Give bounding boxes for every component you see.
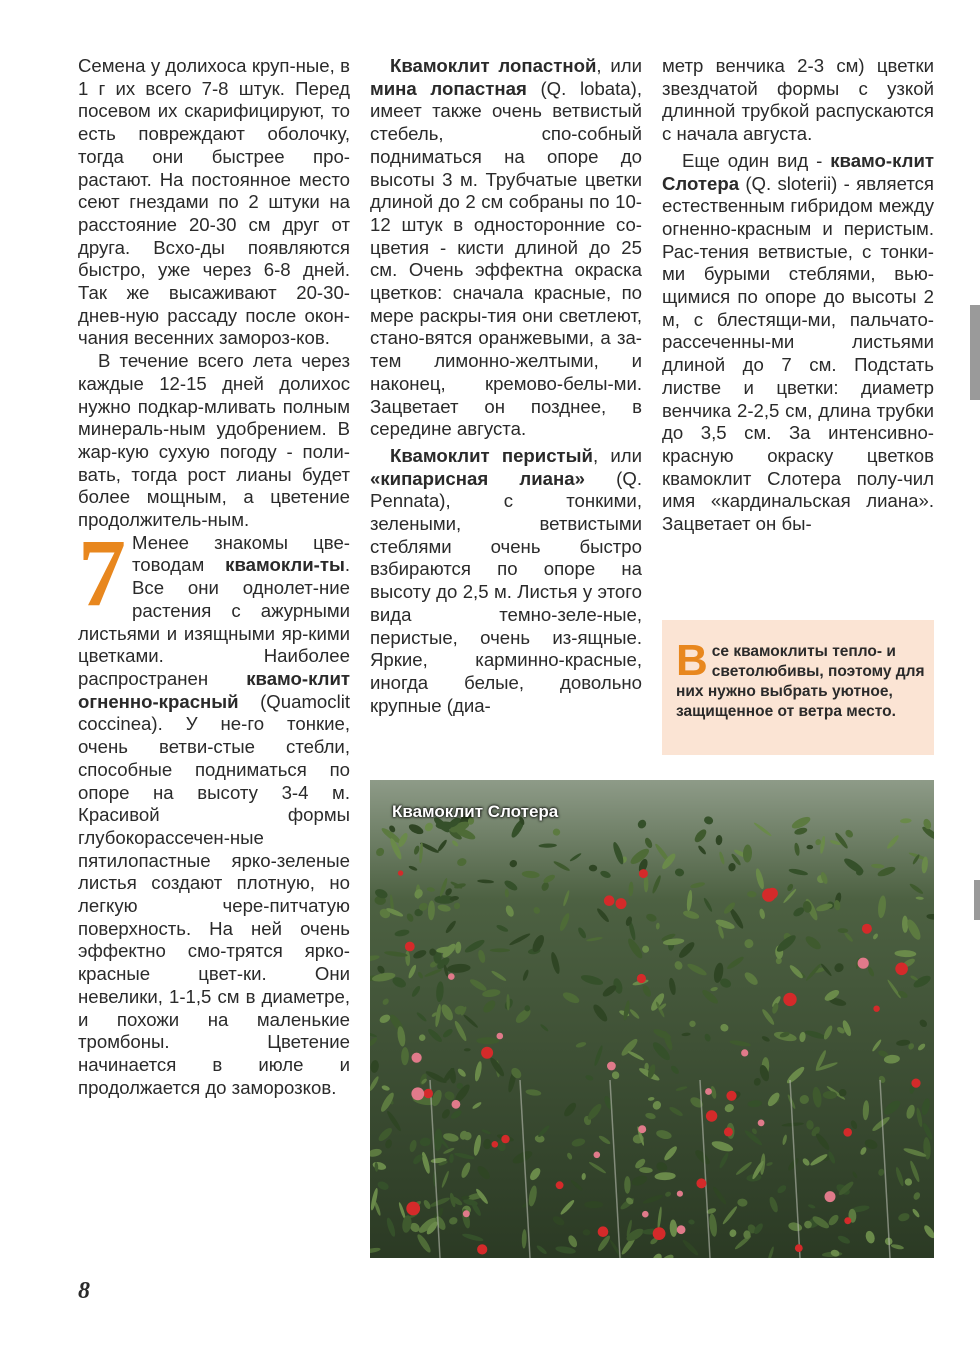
section-number: 7 — [78, 518, 126, 626]
flower — [481, 1047, 493, 1059]
column-1 — [78, 55, 350, 1099]
text-run: (Quamoclit coccinea). У не-го тонкие, очень ветви-стые стебли, способные подниматься по опоре на высоту 3-4 м. Красивой формы глубокорассечен-ные пятилопастные ярко-зеленые листья создают плотную, но легкую чере-питчатую поверхность. На ней очень эффектно смо-трятся ярко-красные цвет-ки. Они невелики, 1-1,5 см в диаметре, и похожи на маленькие тромбоны. Цветение начинается в июле и продолжается до заморозков. — [78, 690, 350, 1098]
callout-text — [676, 636, 926, 722]
paragraph — [662, 150, 934, 536]
flower — [758, 1120, 765, 1127]
flower — [843, 1128, 852, 1137]
text-run: (Q. sloterii) - является естественным гибридом между огненно-красным и перистым. Рас-тения ветвистые, с тонки-ми бурыми стеблями, вью-щимися по опоре до высоты 2 м, с блестящи-ми, пальчато-рассеченны-ми листьями длиной до 7 см. Подстать листве и цветки: диаметр венчика 2-2,5 см, длина трубки до 3,5 см. За интенсивно-красную окраску цветков квамоклит Слотера полу-чил имя «кардинальская лиана». Зацветает он бы- — [662, 172, 934, 535]
flower — [477, 1244, 487, 1254]
flower — [724, 1127, 733, 1136]
page-edge-mark — [974, 880, 980, 920]
flower — [677, 1225, 686, 1234]
flower — [767, 888, 778, 899]
flower — [637, 974, 646, 983]
callout-box — [662, 620, 934, 755]
species-name: квамо-клит огненно-красный — [78, 667, 350, 712]
photo-caption: Квамоклит Слотера — [392, 802, 559, 821]
flower — [556, 1181, 564, 1189]
flower — [607, 1062, 616, 1071]
species-name: Квамоклит лопастной — [390, 55, 597, 76]
leaf — [583, 1229, 591, 1235]
flower — [677, 1191, 683, 1197]
paragraph: Семена у долихоса круп-ные, в 1 г их всего 7-8 штук. Перед посевом их скарифицируют, то есть повреждают оболочку, тогда они быстрее про-растают. На постоянное место сеют гнездами по 2 штуки на расстояние 20-30 см друг от друга. Всхо-ды появляются быстро, уже через 6-8 дней. Так же высаживают 20-30-днев-ную рассаду после окон-чания весенних замороз-ков. — [78, 55, 350, 349]
flower — [741, 1049, 748, 1056]
flower — [616, 898, 627, 909]
flower — [594, 1152, 601, 1159]
flower — [895, 963, 908, 976]
leaf — [476, 1037, 499, 1044]
flower — [639, 869, 648, 878]
paragraph — [370, 55, 642, 441]
text-run: Менее знакомы цве-товодам — [132, 531, 350, 576]
leaf — [584, 1201, 603, 1208]
flower — [696, 1178, 706, 1188]
flower — [844, 1217, 851, 1224]
column-3 — [662, 55, 934, 536]
page-number: 8 — [78, 1278, 90, 1304]
flower — [642, 1211, 649, 1218]
flower — [825, 1191, 836, 1202]
flower — [598, 1226, 609, 1237]
leaf — [624, 1176, 630, 1194]
flower — [497, 1033, 504, 1040]
text-run: (Q. Pennata), с тонкими, зелеными, ветвистыми стеблями очень быстро взбираются по опоре на высоту до 2,5 м. Листья у этого вида темно-зеле-ные, перистые, очень из-ящные. Яркие, карминно-красные, иногда белые, довольно крупные (диа- — [370, 467, 642, 716]
text-run: . Все они однолет-ние растения с ажурными листьями и изящными яр-кими цветками. Наиболее распространен — [78, 554, 350, 689]
flower — [604, 895, 615, 906]
leaf — [490, 948, 510, 952]
flower — [873, 1006, 879, 1012]
flower — [705, 1088, 712, 1095]
flower — [726, 1091, 736, 1101]
callout-body: се квамоклиты тепло- и светолюбивы, поэтому для них нужно выбрать уютное, защищенное от ветра место. — [676, 643, 925, 720]
flower — [783, 993, 796, 1006]
flower — [862, 924, 872, 934]
flower — [398, 870, 403, 875]
flower — [653, 1227, 666, 1240]
species-name: квамо-клит Слотера — [662, 149, 934, 194]
text-run: , или — [596, 55, 642, 76]
column-2 — [370, 55, 642, 717]
flower — [492, 1141, 499, 1148]
leaf — [807, 845, 814, 849]
paragraph: метр венчика 2-3 см) цветки звездчатой формы с узкой длинной трубкой распускаются с начала августа. — [662, 55, 934, 145]
flower — [501, 1135, 509, 1143]
photo-illustration — [370, 780, 934, 1258]
callout-initial: В — [676, 636, 708, 685]
species-name: квамокли-ты — [225, 554, 345, 576]
flower — [911, 1079, 920, 1088]
flower — [406, 1202, 420, 1216]
flower — [405, 942, 415, 952]
flower — [795, 1244, 803, 1252]
flower — [424, 1089, 433, 1098]
flower — [448, 973, 455, 980]
species-name: Квамоклит перистый — [390, 444, 593, 466]
flower — [638, 1125, 646, 1133]
species-name: «кипарисная лиана» — [370, 467, 585, 489]
plant-photo — [370, 780, 934, 1258]
flower — [463, 1210, 470, 1217]
flower — [706, 1110, 717, 1121]
flower — [858, 958, 869, 969]
paragraph: В течение всего лета через каждые 12-15 дней долихос нужно подкар-мливать полным минераль-ным удобрением. В жар-кую сухую погоду - поли-вать, тогда рост лианы будет более мощным, а цветение продолжитель-ным. — [78, 350, 350, 531]
section-7 — [78, 518, 350, 1100]
page-edge-mark — [970, 305, 980, 400]
paragraph — [370, 445, 642, 717]
text-run: (Q. lobata), имеет также очень ветвистый стебель, спо-собный подниматься на опоре до высоты 3 м. Трубчатые цветки длиной до 2 см собраны по 10-12 штук в односторонние со-цветия - кисти длиной до 25 см. Очень эффектна окраска цветков: сначала красные, по мере раскры-тия они светлеют, стано-вятся оранжевыми, а за-тем лимонно-желтыми, и наконец, кремово-белы-ми. Зацветает он позднее, в середине августа. — [370, 77, 643, 440]
text-run: , или — [592, 444, 642, 466]
flower — [452, 1100, 461, 1109]
flower — [411, 1087, 424, 1100]
text-run: Еще один вид - — [682, 149, 831, 171]
flower — [412, 1053, 422, 1063]
species-name: мина лопастная — [370, 77, 527, 99]
